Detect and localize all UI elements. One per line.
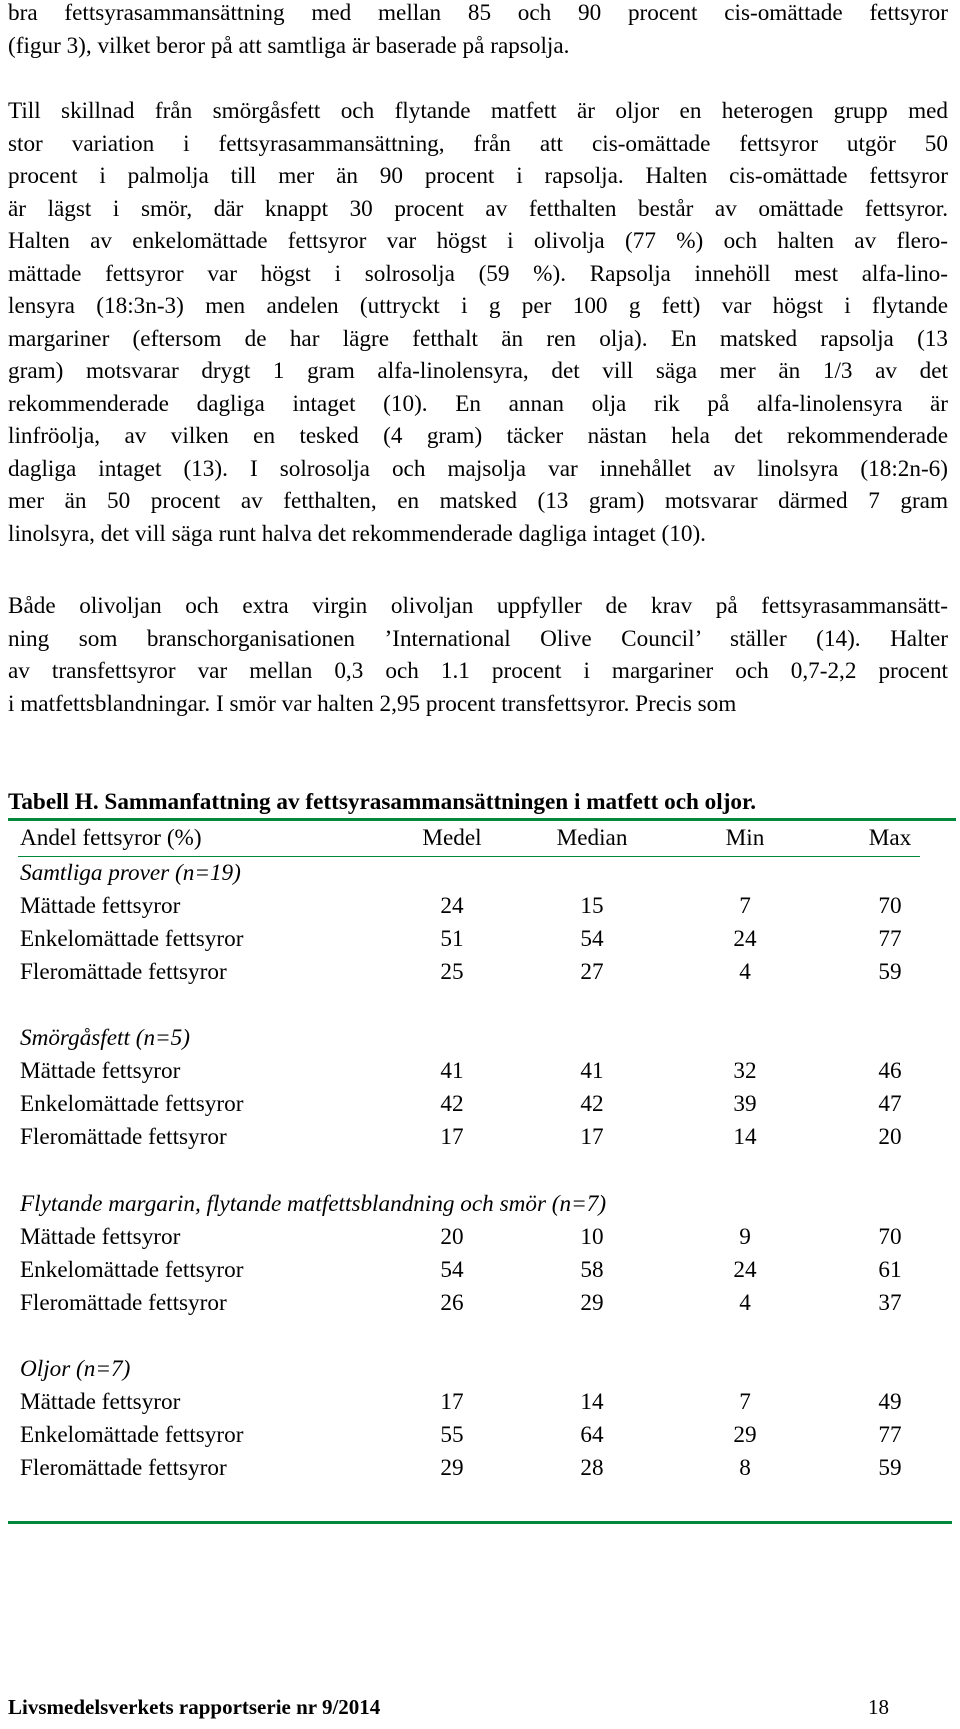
cell-min: 32 <box>733 1058 757 1084</box>
cell-max: 77 <box>878 926 902 952</box>
text-line: bra fettsyrasammansättning med mellan 85 och 90 procent cis-omättade fettsyror <box>8 0 948 26</box>
cell-min: 8 <box>739 1455 751 1481</box>
cell-medel: 17 <box>440 1389 464 1415</box>
table-header-rule <box>18 856 920 857</box>
text-line: Till skillnad från smörgåsfett och flytande matfett är oljor en heterogen grupp med <box>8 98 948 124</box>
footer-series-title: Livsmedelsverkets rapportserie nr 9/2014 <box>8 1695 381 1719</box>
text-line: av transfettsyror var mellan 0,3 och 1.1 procent i margariner och 0,7-2,2 procent <box>8 658 948 684</box>
row-label: Mättade fettsyror <box>20 1058 181 1084</box>
group-title: Flytande margarin, flytande matfettsblandning och smör (n=7) <box>20 1191 607 1217</box>
cell-medel: 25 <box>440 959 464 985</box>
row-label: Enkelomättade fettsyror <box>20 1257 244 1283</box>
cell-min: 7 <box>739 1389 751 1415</box>
text-line: margariner (eftersom de har lägre fetthalt än ren olja). En matsked rapsolja (13 <box>8 325 948 352</box>
cell-min: 39 <box>733 1091 757 1117</box>
header-medel: Medel <box>422 825 482 851</box>
cell-median: 17 <box>580 1124 604 1150</box>
cell-medel: 55 <box>440 1422 464 1448</box>
cell-median: 58 <box>580 1257 604 1283</box>
cell-max: 46 <box>878 1058 902 1084</box>
group-title: Samtliga prover (n=19) <box>20 860 241 886</box>
text-line: stor variation i fettsyrasammansättning, från att cis-omättade fettsyror utgör 50 <box>8 130 948 157</box>
cell-median: 64 <box>580 1422 604 1448</box>
header-min: Min <box>725 825 765 851</box>
header-median: Median <box>556 825 628 851</box>
text-line: rekommenderade dagliga intaget (10). En annan olja rik på alfa-linolensyra är <box>8 390 948 417</box>
cell-medel: 26 <box>440 1290 464 1316</box>
row-label: Mättade fettsyror <box>20 893 181 919</box>
header-max: Max <box>868 825 912 851</box>
table-caption: Tabell H. Sammanfattning av fettsyrasammansättningen i matfett och oljor. <box>8 789 756 815</box>
cell-max: 61 <box>878 1257 902 1283</box>
cell-median: 42 <box>580 1091 604 1117</box>
group-title: Smörgåsfett (n=5) <box>20 1025 190 1051</box>
text-line: är lägst i smör, där knappt 30 procent av fetthalten består av omättade fettsyror. <box>8 195 948 222</box>
row-label: Enkelomättade fettsyror <box>20 1091 244 1117</box>
cell-medel: 24 <box>440 893 464 919</box>
cell-max: 70 <box>878 893 902 919</box>
cell-min: 14 <box>733 1124 757 1150</box>
paragraph-olive-oil <box>8 590 948 720</box>
row-label: Fleromättade fettsyror <box>20 1290 227 1316</box>
text-line: dagliga intaget (13). I solrosolja och majsolja var innehållet av linolsyra (18:2n-6) <box>8 455 948 482</box>
cell-median: 28 <box>580 1455 604 1481</box>
cell-median: 15 <box>580 893 604 919</box>
text-line: procent i palmolja till mer än 90 procent i rapsolja. Halten cis-omättade fettsyror <box>8 163 948 189</box>
cell-max: 37 <box>878 1290 902 1316</box>
text-line: mättade fettsyror var högst i solrosolja (59 %). Rapsolja innehöll mest alfa-lino- <box>8 260 948 287</box>
cell-min: 24 <box>733 1257 757 1283</box>
group-title: Oljor (n=7) <box>20 1356 131 1382</box>
cell-median: 27 <box>580 959 604 985</box>
cell-median: 41 <box>580 1058 604 1084</box>
row-label: Enkelomättade fettsyror <box>20 926 244 952</box>
cell-medel: 42 <box>440 1091 464 1117</box>
cell-median: 10 <box>580 1224 604 1250</box>
cell-max: 77 <box>878 1422 902 1448</box>
text-line: lensyra (18:3n-3) men andelen (uttryckt i g per 100 g fett) var högst i flytande <box>8 293 948 319</box>
cell-max: 70 <box>878 1224 902 1250</box>
cell-max: 59 <box>878 1455 902 1481</box>
row-label: Fleromättade fettsyror <box>20 959 227 985</box>
cell-median: 14 <box>580 1389 604 1415</box>
footer-page-number: 18 <box>868 1695 889 1719</box>
cell-min: 29 <box>733 1422 757 1448</box>
text-line: mer än 50 procent av fetthalten, en matsked (13 gram) motsvarar därmed 7 gram <box>8 488 948 514</box>
row-label: Mättade fettsyror <box>20 1389 181 1415</box>
cell-medel: 51 <box>440 926 464 952</box>
text-line: ning som branschorganisationen ’International Olive Council’ ställer (14). Halter <box>8 625 948 652</box>
text-line: linfröolja, av vilken en tesked (4 gram) täcker nästan hela det rekommenderade <box>8 423 948 449</box>
table-bottom-rule <box>8 1521 952 1524</box>
text-line: (figur 3), vilket beror på att samtliga är baserade på rapsolja. <box>8 32 570 59</box>
row-label: Fleromättade fettsyror <box>20 1124 227 1150</box>
cell-medel: 54 <box>440 1257 464 1283</box>
cell-medel: 41 <box>440 1058 464 1084</box>
cell-min: 24 <box>733 926 757 952</box>
text-line: linolsyra, det vill säga runt halva det rekommenderade dagliga intaget (10). <box>8 520 706 547</box>
cell-min: 9 <box>739 1224 751 1250</box>
row-label: Fleromättade fettsyror <box>20 1455 227 1481</box>
cell-max: 20 <box>878 1124 902 1150</box>
text-line: Både olivoljan och extra virgin olivoljan uppfyller de krav på fettsyrasammansätt- <box>8 593 948 619</box>
cell-min: 4 <box>739 959 751 985</box>
table-top-rule <box>8 818 956 821</box>
text-line: gram) motsvarar drygt 1 gram alfa-linolensyra, det vill säga mer än 1/3 av det <box>8 358 948 384</box>
header-label: Andel fettsyror (%) <box>20 825 202 851</box>
paragraph-intro <box>8 0 948 62</box>
text-line: Halten av enkelomättade fettsyror var högst i olivolja (77 %) och halten av flero- <box>8 228 948 254</box>
cell-medel: 29 <box>440 1455 464 1481</box>
cell-min: 7 <box>739 893 751 919</box>
cell-median: 29 <box>580 1290 604 1316</box>
cell-medel: 17 <box>440 1124 464 1150</box>
text-line: i matfettsblandningar. I smör var halten 2,95 procent transfettsyror. Precis som <box>8 690 737 717</box>
row-label: Enkelomättade fettsyror <box>20 1422 244 1448</box>
cell-medel: 20 <box>440 1224 464 1250</box>
cell-min: 4 <box>739 1290 751 1316</box>
cell-max: 59 <box>878 959 902 985</box>
cell-median: 54 <box>580 926 604 952</box>
row-label: Mättade fettsyror <box>20 1224 181 1250</box>
paragraph-oils <box>8 95 948 550</box>
cell-max: 47 <box>878 1091 902 1117</box>
cell-max: 49 <box>878 1389 902 1415</box>
